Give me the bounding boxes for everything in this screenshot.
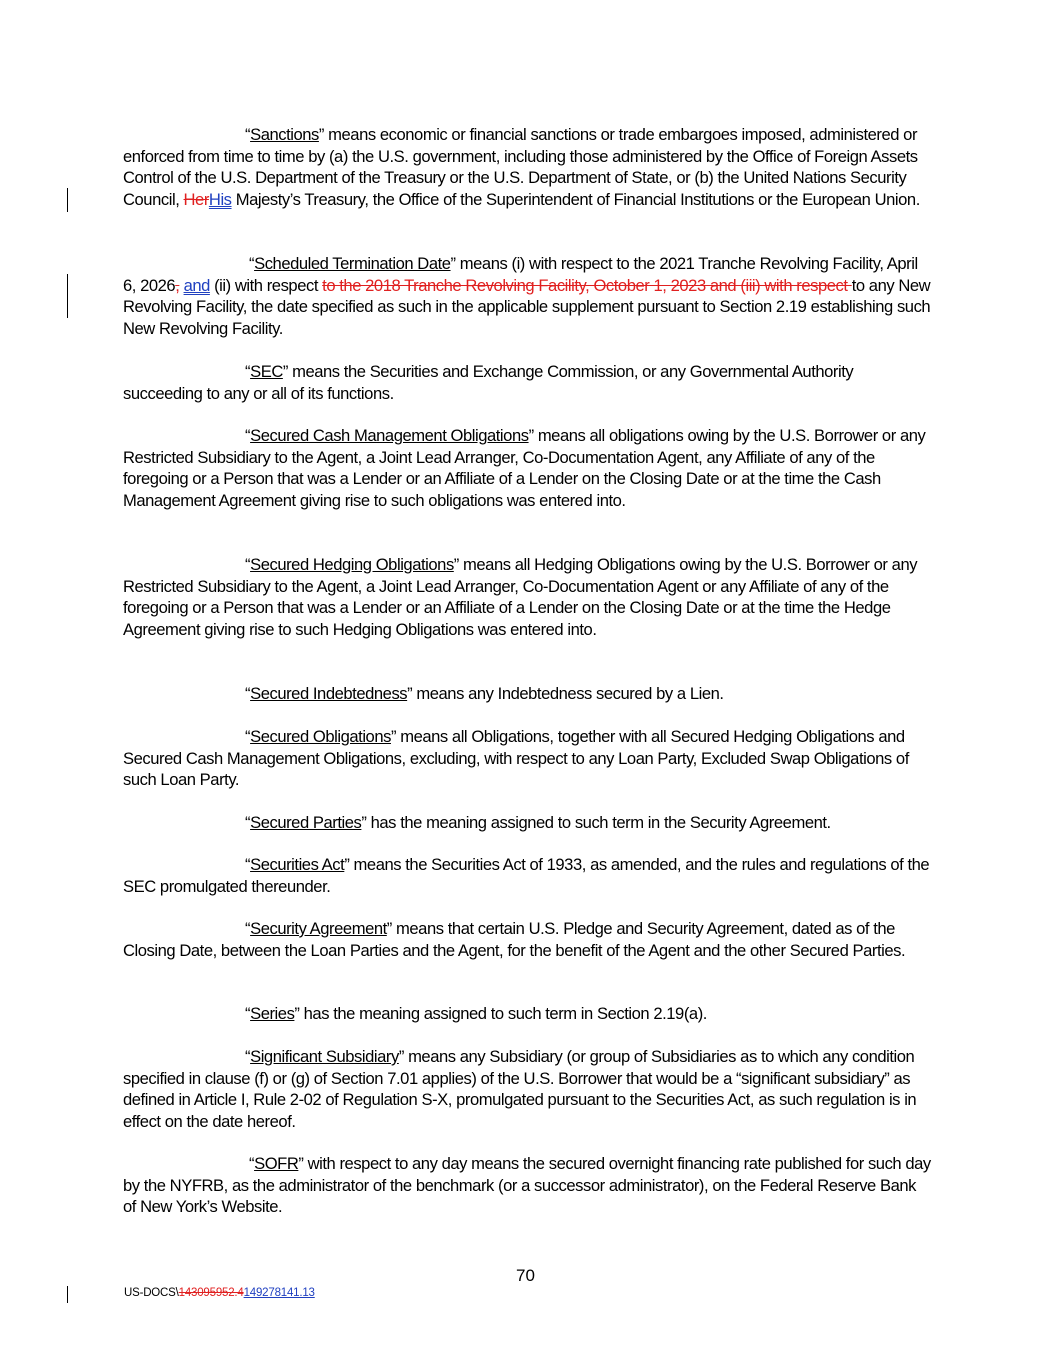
defined-term: Securities Act <box>250 855 345 874</box>
defined-term: Secured Cash Management Obligations <box>250 426 529 445</box>
page-number: 70 <box>516 1266 535 1285</box>
definition-secured-hedging-obligations: “Secured Hedging Obligations” means all Hedging Obligations owing by the U.S. Borrower or any Restricted Subsidiary to the Agent, a Joint Lead Arranger, Co-Documentation Agent or any Affiliate of any of the foregoing or a Person that was a Lender or an Affiliate of a Lender on the Closing Date or at the time the Hedge Agreement giving rise to such Hedging Obligations was entered into. <box>123 555 918 639</box>
definition-secured-indebtedness: “Secured Indebtedness” means any Indebtedness secured by a Lien. <box>245 684 724 703</box>
defined-term: SOFR <box>254 1154 299 1173</box>
defined-term: Secured Parties <box>250 813 362 832</box>
revision-bar <box>67 188 68 212</box>
defined-term: Significant Subsidiary <box>250 1047 399 1066</box>
defined-term: Secured Hedging Obligations <box>250 555 454 574</box>
defined-term: Series <box>250 1004 295 1023</box>
definition-significant-subsidiary: “Significant Subsidiary” means any Subsidiary (or group of Subsidiaries as to which any condition specified in clause (f) or (g) of Section 7.01 applies) of the U.S. Borrower that would be a “significant subsidiary” as defined in Article I, Rule 2-02 of Regulation S-X, promulgated pursuant to the Securities Act, as such regulation is in effect on the date hereof. <box>123 1047 917 1131</box>
definition-sanctions: “Sanctions” means economic or financial sanctions or trade embargoes imposed, administered or enforced from time to time by (a) the U.S. government, including those administered by the Office of Foreign Assets Control of the U.S. Department of the Treasury or the U.S. Department of State, or (b) the United Nations Security Council, HerHis Majesty’s Treasury, the Office of the Superintendent of Financial Institutions or the European Union. <box>123 125 920 209</box>
deleted-text: , <box>175 275 180 295</box>
deleted-text: to the 2018 Tranche Revolving Facility, October 1, 2023 and (iii) with respect <box>322 275 852 295</box>
definition-sec: “SEC” means the Securities and Exchange Commission, or any Governmental Authority succeeding to any or all of its functions. <box>123 362 854 403</box>
defined-term: Scheduled Termination Date <box>254 254 451 273</box>
definition-secured-parties: “Secured Parties” has the meaning assigned to such term in the Security Agreement. <box>245 813 831 832</box>
defined-term: Security Agreement <box>250 919 387 938</box>
defined-term: Secured Obligations <box>250 727 391 746</box>
inserted-text: 149278141.13 <box>243 1287 315 1299</box>
definition-series: “Series” has the meaning assigned to such term in Section 2.19(a). <box>245 1004 707 1023</box>
defined-term: Sanctions <box>250 125 319 144</box>
definition-security-agreement: “Security Agreement” means that certain U.S. Pledge and Security Agreement, dated as of the Closing Date, between the Loan Parties and the Agent, for the benefit of the Agent and the other Secured Parties. <box>123 919 906 960</box>
definition-secured-obligations: “Secured Obligations” means all Obligations, together with all Secured Hedging Obligations and Secured Cash Management Obligations, excluding, with respect to any Loan Party, Excluded Swap Obligations of such Loan Party. <box>123 727 909 790</box>
definition-securities-act: “Securities Act” means the Securities Act of 1933, as amended, and the rules and regulations of the SEC promulgated thereunder. <box>123 855 930 896</box>
revision-bar <box>67 274 68 318</box>
inserted-text: and <box>183 275 210 295</box>
deleted-text: 143095952.4 <box>178 1287 244 1299</box>
deleted-text: Her <box>183 189 209 209</box>
definition-scheduled-termination-date: “Scheduled Termination Date” means (i) with respect to the 2021 Tranche Revolving Facility, April 6, 2026, and (ii) with respect to the 2018 Tranche Revolving Facility, October 1, 2023 and (iii) with respect to any New Revolving Facility, the date specified as such in the applicable supplement pursuant to Section 2.19 establishing such New Revolving Facility. <box>123 254 931 338</box>
definition-secured-cash-management-obligations: “Secured Cash Management Obligations” means all obligations owing by the U.S. Borrower or any Restricted Subsidiary to the Agent, a Joint Lead Arranger, Co-Documentation Agent, any Affiliate of any of the foregoing or a Person that was a Lender or an Affiliate of a Lender on the Closing Date or at the time the Cash Management Agreement giving rise to such obligations was entered into. <box>123 426 926 510</box>
inserted-text: His <box>208 189 232 209</box>
definition-sofr: “SOFR” with respect to any day means the secured overnight financing rate published for such day by the NYFRB, as the administrator of the benchmark (or a successor administrator), on the Federal Reserve Bank of New York’s Website. <box>123 1154 931 1217</box>
document-id-footer: US-DOCS\143095952.4149278141.13 <box>124 1287 315 1299</box>
defined-term: Secured Indebtedness <box>250 684 408 703</box>
revision-bar <box>67 1286 68 1303</box>
defined-term: SEC <box>250 362 283 381</box>
